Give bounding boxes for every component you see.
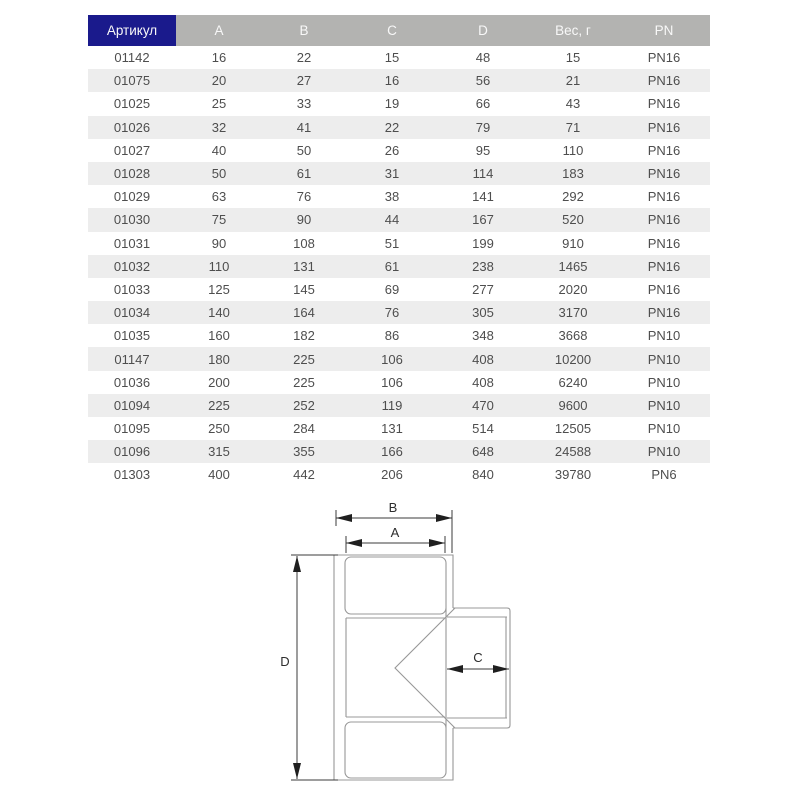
table-row — [88, 92, 710, 115]
cell-c: 131 — [346, 417, 438, 440]
cell-a: 225 — [176, 394, 262, 417]
cell-weight: 183 — [528, 162, 618, 185]
cell-article: 01142 — [88, 46, 176, 69]
table-header-row — [88, 15, 710, 46]
table-row — [88, 232, 710, 255]
cell-pn: PN16 — [618, 69, 710, 92]
cell-weight: 6240 — [528, 371, 618, 394]
cell-pn: PN16 — [618, 162, 710, 185]
table-row — [88, 69, 710, 92]
cell-weight: 3170 — [528, 301, 618, 324]
cell-a: 50 — [176, 162, 262, 185]
cell-d: 56 — [438, 69, 528, 92]
cell-d: 79 — [438, 116, 528, 139]
cell-c: 119 — [346, 394, 438, 417]
cell-d: 66 — [438, 92, 528, 115]
cell-article: 01025 — [88, 92, 176, 115]
cell-weight: 15 — [528, 46, 618, 69]
cell-d: 305 — [438, 301, 528, 324]
cell-d: 277 — [438, 278, 528, 301]
cell-article: 01036 — [88, 371, 176, 394]
cell-c: 106 — [346, 371, 438, 394]
dimension-c — [447, 650, 509, 673]
cell-article: 01035 — [88, 324, 176, 347]
table-row — [88, 116, 710, 139]
cell-d: 408 — [438, 347, 528, 370]
table-row — [88, 417, 710, 440]
cell-c: 26 — [346, 139, 438, 162]
cell-d: 167 — [438, 208, 528, 231]
cell-article: 01029 — [88, 185, 176, 208]
cell-weight: 43 — [528, 92, 618, 115]
table-row — [88, 301, 710, 324]
dimension-d — [280, 555, 338, 780]
cell-b: 442 — [262, 463, 346, 486]
table-row — [88, 278, 710, 301]
cell-pn: PN16 — [618, 255, 710, 278]
cell-a: 25 — [176, 92, 262, 115]
cell-b: 108 — [262, 232, 346, 255]
cell-article: 01034 — [88, 301, 176, 324]
cell-b: 90 — [262, 208, 346, 231]
cell-weight: 24588 — [528, 440, 618, 463]
cell-article: 01028 — [88, 162, 176, 185]
cell-b: 33 — [262, 92, 346, 115]
dimension-d-label: D — [280, 654, 290, 669]
cell-weight: 39780 — [528, 463, 618, 486]
cell-b: 164 — [262, 301, 346, 324]
tee-fitting-drawing — [260, 495, 540, 795]
cell-b: 131 — [262, 255, 346, 278]
table-row — [88, 46, 710, 69]
cell-a: 40 — [176, 139, 262, 162]
cell-c: 61 — [346, 255, 438, 278]
cell-weight: 110 — [528, 139, 618, 162]
cell-b: 225 — [262, 371, 346, 394]
cell-article: 01030 — [88, 208, 176, 231]
fitting-body-outline — [334, 555, 455, 780]
cell-weight: 520 — [528, 208, 618, 231]
cell-pn: PN10 — [618, 371, 710, 394]
cell-b: 284 — [262, 417, 346, 440]
cell-weight: 1465 — [528, 255, 618, 278]
cell-c: 106 — [346, 347, 438, 370]
cell-d: 348 — [438, 324, 528, 347]
dimension-a — [346, 525, 445, 553]
cell-a: 140 — [176, 301, 262, 324]
cell-b: 145 — [262, 278, 346, 301]
cell-a: 160 — [176, 324, 262, 347]
cell-a: 200 — [176, 371, 262, 394]
column-header-article: Артикул — [88, 15, 176, 46]
cell-article: 01075 — [88, 69, 176, 92]
cell-pn: PN10 — [618, 440, 710, 463]
cell-weight: 292 — [528, 185, 618, 208]
table-row — [88, 347, 710, 370]
cell-pn: PN16 — [618, 139, 710, 162]
cell-weight: 3668 — [528, 324, 618, 347]
cell-d: 648 — [438, 440, 528, 463]
column-header-a: A — [176, 15, 262, 46]
cell-pn: PN10 — [618, 394, 710, 417]
table-row — [88, 394, 710, 417]
cell-c: 15 — [346, 46, 438, 69]
cell-b: 50 — [262, 139, 346, 162]
cell-c: 38 — [346, 185, 438, 208]
cell-pn: PN16 — [618, 232, 710, 255]
cell-a: 400 — [176, 463, 262, 486]
cell-article: 01032 — [88, 255, 176, 278]
cell-article: 01033 — [88, 278, 176, 301]
cell-pn: PN10 — [618, 324, 710, 347]
cell-d: 840 — [438, 463, 528, 486]
column-header-weight: Вес, г — [528, 15, 618, 46]
cell-d: 199 — [438, 232, 528, 255]
cell-article: 01096 — [88, 440, 176, 463]
cell-a: 110 — [176, 255, 262, 278]
cell-c: 166 — [346, 440, 438, 463]
cell-pn: PN16 — [618, 278, 710, 301]
cell-pn: PN6 — [618, 463, 710, 486]
cell-article: 01094 — [88, 394, 176, 417]
cell-weight: 12505 — [528, 417, 618, 440]
cell-weight: 10200 — [528, 347, 618, 370]
cell-pn: PN16 — [618, 208, 710, 231]
cell-weight: 71 — [528, 116, 618, 139]
cell-d: 238 — [438, 255, 528, 278]
cell-b: 252 — [262, 394, 346, 417]
cell-pn: PN16 — [618, 46, 710, 69]
cell-a: 90 — [176, 232, 262, 255]
table-row — [88, 255, 710, 278]
table-row — [88, 139, 710, 162]
table-row — [88, 185, 710, 208]
cell-a: 16 — [176, 46, 262, 69]
cell-article: 01031 — [88, 232, 176, 255]
cell-article: 01303 — [88, 463, 176, 486]
cell-b: 41 — [262, 116, 346, 139]
cell-weight: 2020 — [528, 278, 618, 301]
cell-b: 182 — [262, 324, 346, 347]
fitting-dimensions-table — [88, 15, 710, 487]
cell-d: 48 — [438, 46, 528, 69]
cell-c: 206 — [346, 463, 438, 486]
cell-a: 20 — [176, 69, 262, 92]
cell-d: 514 — [438, 417, 528, 440]
cell-a: 75 — [176, 208, 262, 231]
cell-a: 180 — [176, 347, 262, 370]
cell-pn: PN10 — [618, 347, 710, 370]
cell-weight: 21 — [528, 69, 618, 92]
table-row — [88, 440, 710, 463]
cell-c: 76 — [346, 301, 438, 324]
cell-article: 01027 — [88, 139, 176, 162]
cell-a: 32 — [176, 116, 262, 139]
cell-c: 22 — [346, 116, 438, 139]
cell-weight: 9600 — [528, 394, 618, 417]
cell-article: 01147 — [88, 347, 176, 370]
column-header-pn: PN — [618, 15, 710, 46]
cell-pn: PN16 — [618, 185, 710, 208]
cell-c: 16 — [346, 69, 438, 92]
cell-d: 470 — [438, 394, 528, 417]
cell-a: 125 — [176, 278, 262, 301]
cell-d: 408 — [438, 371, 528, 394]
cell-c: 19 — [346, 92, 438, 115]
table-row — [88, 371, 710, 394]
cell-b: 225 — [262, 347, 346, 370]
cell-b: 355 — [262, 440, 346, 463]
cell-weight: 910 — [528, 232, 618, 255]
cell-d: 141 — [438, 185, 528, 208]
dimension-a-label: A — [390, 525, 400, 540]
dimension-b-label: B — [388, 500, 398, 515]
table-row — [88, 324, 710, 347]
table-row — [88, 162, 710, 185]
cell-a: 63 — [176, 185, 262, 208]
cell-article: 01095 — [88, 417, 176, 440]
column-header-d: D — [438, 15, 528, 46]
cell-pn: PN16 — [618, 301, 710, 324]
cell-c: 51 — [346, 232, 438, 255]
dimension-c-label: C — [473, 650, 483, 665]
table-row — [88, 463, 710, 486]
cell-c: 44 — [346, 208, 438, 231]
cell-b: 76 — [262, 185, 346, 208]
cell-pn: PN16 — [618, 116, 710, 139]
cell-c: 86 — [346, 324, 438, 347]
table-row — [88, 208, 710, 231]
cell-a: 315 — [176, 440, 262, 463]
cell-c: 69 — [346, 278, 438, 301]
cell-b: 27 — [262, 69, 346, 92]
column-header-b: B — [262, 15, 346, 46]
cell-b: 61 — [262, 162, 346, 185]
cell-d: 114 — [438, 162, 528, 185]
cell-article: 01026 — [88, 116, 176, 139]
cell-pn: PN10 — [618, 417, 710, 440]
column-header-c: C — [346, 15, 438, 46]
cell-a: 250 — [176, 417, 262, 440]
cell-b: 22 — [262, 46, 346, 69]
cell-d: 95 — [438, 139, 528, 162]
cell-c: 31 — [346, 162, 438, 185]
cell-pn: PN16 — [618, 92, 710, 115]
